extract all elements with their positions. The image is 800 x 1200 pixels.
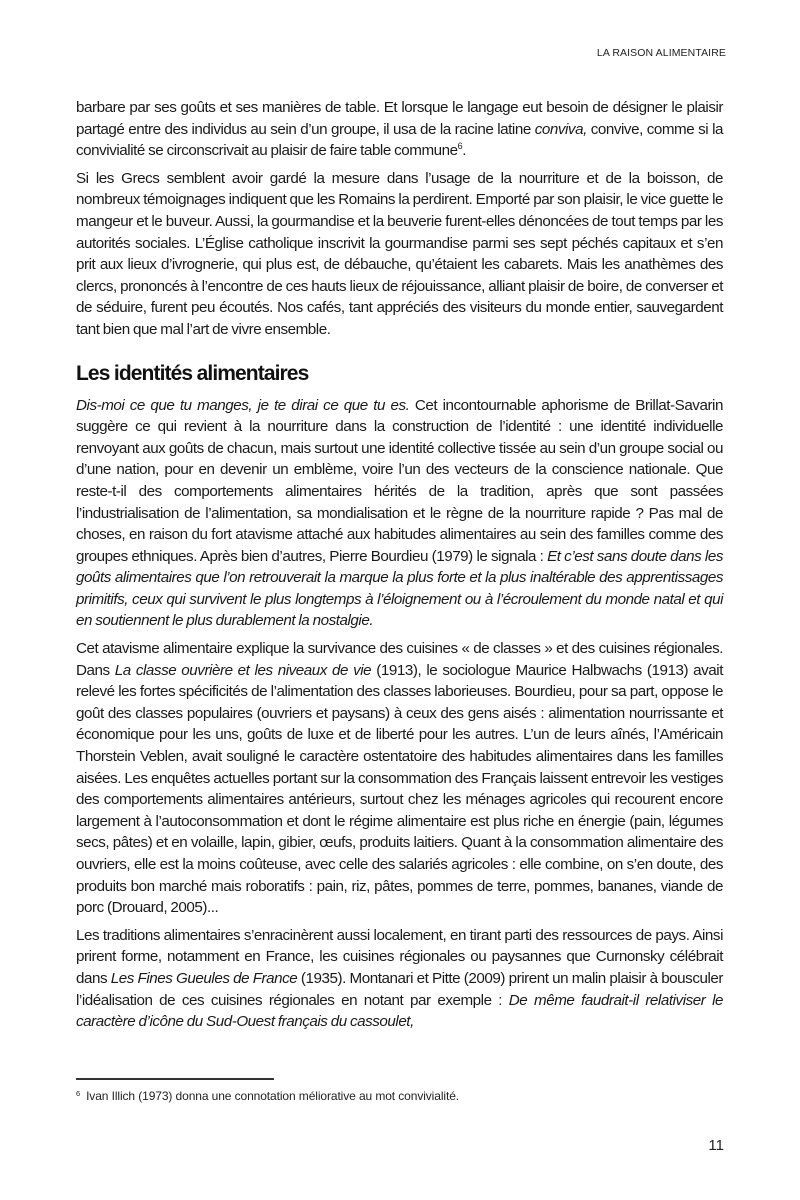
footnote-number: 6 [76,1089,81,1098]
running-header: LA RAISON ALIMENTAIRE [596,47,726,59]
paragraph-brillat-savarin [76,395,723,633]
footnote-reference[interactable]: 6 [457,141,463,152]
footnote-text: Ivan Illich (1973) donna une connotation méliorative au mot convivialité. [86,1089,459,1103]
paragraph-text: Cet atavisme alimentaire explique la survivance des cuisines « de classes » et des cuisines régionales. Dans [76,640,723,679]
italic-book-title: La classe ouvrière et les niveaux de vie [114,661,372,679]
page-number: 11 [708,1137,724,1154]
paragraph-atavisme [76,638,723,919]
paragraph-text: barbare par ses goûts et ses manières de table. Et lorsque le langage eut besoin de désigner le plaisir partagé entre des individus au sein d’un groupe, il usa de la racine latine [76,99,723,138]
italic-quote: De même faudrait-il relativiser le caractère d’icône du Sud-Ouest français du cassoulet, [76,991,723,1031]
page-body [76,97,723,1039]
italic-term: conviva, [534,120,587,138]
paragraph-text: Cet incontournable aphorisme de Brillat-Savarin suggère ce qui revient à la nourriture dans la construction de l’identité : une identité individuelle renvoyant aux goûts de chacun, mais surtout une identité collective tissée au sein d’un groupe social ou d’une nation, pour en devenir un emblème, voire l’un des vecteurs de la conscience nationale. Que reste-t-il des comportements alimentaires hérités de la tradition, après que sont passées l’industrialisation de l’alimentation, sa mondialisation et le règne de la nourriture rapide ? Pas mal de choses, en raison du fort atavisme attaché aux habitudes alimentaires au sein des familles comme des groupes ethniques. Après bien d’autres, Pierre Bourdieu (1979) le signala : [76,396,723,565]
paragraph-text: Les traditions alimentaires s’enracinèrent aussi localement, en tirant parti des ressources de pays. Ainsi prirent forme, notamment en France, les cuisines régionales ou paysannes que Curnonsky célébrait dans [76,926,723,987]
paragraph-text: (1935). Montanari et Pitte (2009) prirent un malin plaisir à bousculer l’idéalisation de ces cuisines régionales en notant par exemple : [76,969,723,1009]
italic-quote: Et c’est sans doute dans les goûts alimentaires que l’on retrouverait la marque la plus forte et la plus inaltérable des apprentissages primitifs, ceux qui survivent le plus longtemps à l’éloignement ou à l’écroulement du monde natal et qui en soutiennent le plus durablement la nostalgie. [76,547,723,630]
paragraph-text: convive, comme si la convivialité se circonscrivait au plaisir de faire table commune [76,120,723,160]
italic-aphorism: Dis-moi ce que tu manges, je te dirai ce que tu es. [76,396,410,414]
footnote-divider [76,1078,274,1080]
paragraph-convivialite [76,97,723,162]
footnote [76,1089,459,1103]
section-heading: Les identités alimentaires [76,361,309,385]
paragraph-text: (1913), le sociologue Maurice Halbwachs (1913) avait relevé les fortes spécificités de l’alimentation des classes laborieuses. Bourdieu, pour sa part, oppose le goût des classes populaires (ouvriers et paysans) à ceux des gens aisés : alimentation nourrissante et économique pour les uns, goûts de luxe et de liberté pour les autres. L’un de leurs aînés, l’Américain Thorstein Veblen, avait souligné le caractère ostentatoire des habitudes alimentaires dans les familles aisées. Les enquêtes actuelles portant sur la consommation des Français laissent entrevoir les vestiges des comportements alimentaires antérieurs, surtout chez les ménages agricoles qui recourent encore largement à l’autoconsommation et dont le régime alimentaire est plus riche en énergie (pain, légumes secs, pâtes) et en volaille, lapin, gibier, œufs, produits laitiers. Quant à la consommation alimentaire des ouvriers, elle est la moins coûteuse, avec celle des salariés agricoles : elle combine, on s’en doute, des produits bon marché mais roboratifs : pain, riz, pâtes, pommes de terre, pommes, bananes, viande de porc (Drouard, 2005)... [76,661,723,917]
paragraph-traditions-regionales [76,925,723,1033]
punctuation: . [462,142,467,160]
paragraph-grecs-romains: Si les Grecs semblent avoir gardé la mesure dans l’usage de la nourriture et de la boisson, de nombreux témoignages indiquent que les Romains la perdirent. Emporté par son plaisir, le vice guette le mangeur et le buveur. Aussi, la gourmandise et la beuverie furent-elles dénoncées de tout temps par les autorités sociales. L’Église catholique inscrivit la gourmandise parmi ses sept péchés capitaux et s’en prit aux lieux d’ivrognerie, qui plus est, de débauche, qu’étaient les cabarets. Mais les anathèmes des clercs, prononcés à l’encontre de ces hauts lieux de réjouissance, alliant plaisir de boire, de converser et de séduire, furent peu écoutés. Nos cafés, tant appréciés des visiteurs du monde entier, sauvegardent tant bien que mal l’art de vivre ensemble. [76,169,723,338]
italic-book-title: Les Fines Gueules de France [110,969,298,987]
